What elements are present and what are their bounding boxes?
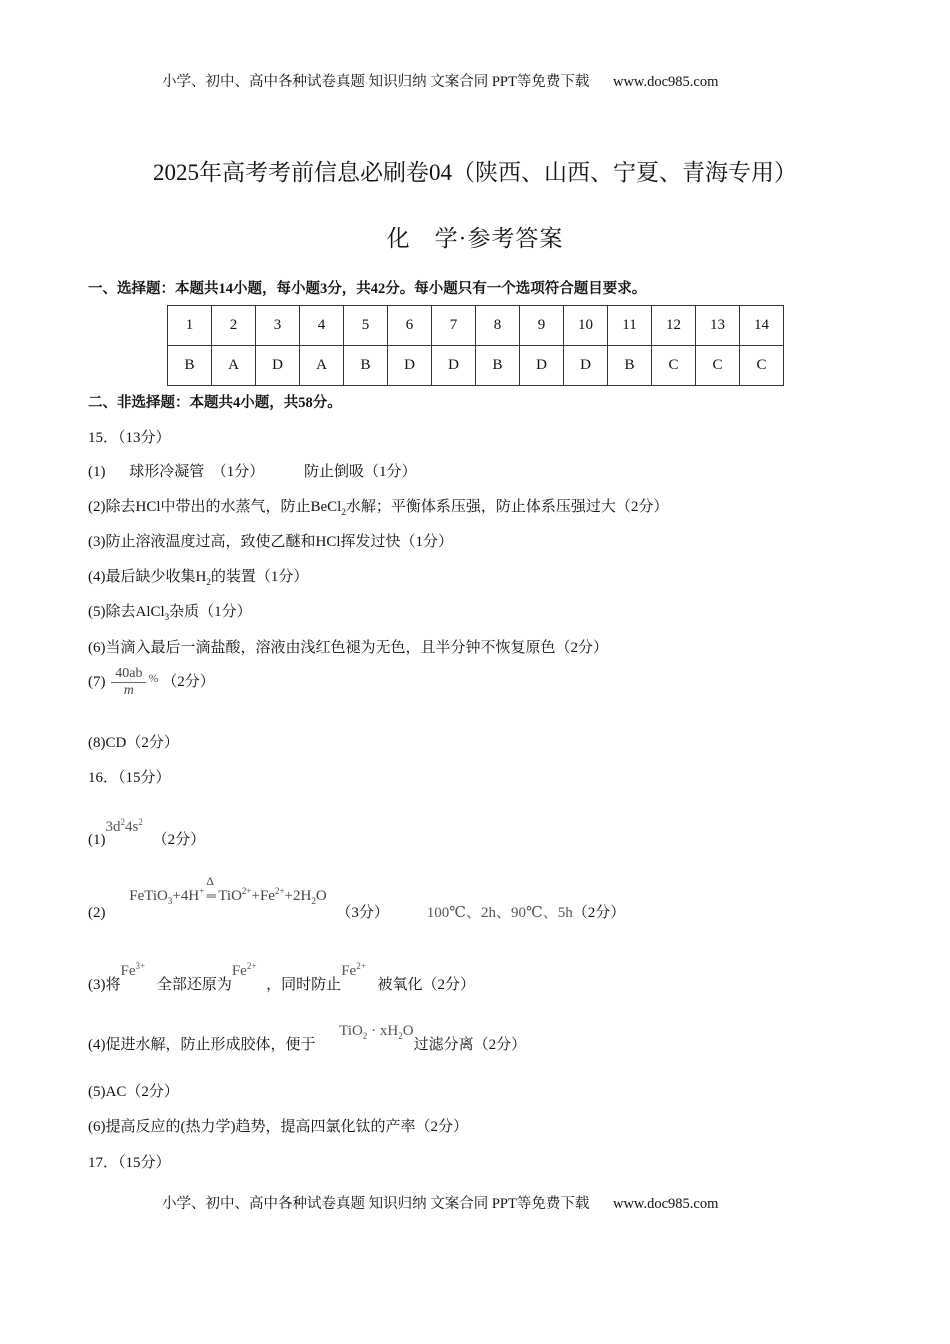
answer-number: (1) [88, 832, 106, 848]
table-cell: A [300, 346, 344, 386]
answer-number: (1) [88, 464, 106, 480]
table-cell: 10 [564, 306, 608, 346]
superscript: 2 [138, 817, 143, 827]
q16-answer-2 [88, 874, 626, 923]
table-cell: D [388, 346, 432, 386]
ion-fe3 [121, 963, 146, 979]
table-cell: C [740, 346, 784, 386]
page-header [162, 70, 718, 91]
config-part: 3d [105, 819, 121, 835]
section1-heading: 一、选择题：本题共14小题，每小题3分，共42分。每小题只有一个选项符合题目要求。 [88, 281, 647, 297]
table-cell: 4 [300, 306, 344, 346]
footer-url: www.doc985.com [612, 1196, 719, 1212]
document-subtitle: 化 学·参考答案 [386, 226, 564, 251]
fraction-denominator: m [123, 683, 134, 698]
subscript: 3 [167, 896, 173, 906]
subscript: 3 [164, 612, 170, 622]
table-cell: 14 [740, 306, 784, 346]
ion: Fe [231, 963, 247, 979]
answer-text: 球形冷凝管 （1分） [129, 464, 265, 480]
section2-heading: 二、非选择题：本题共4小题，共58分。 [88, 395, 342, 411]
subscript: 2 [341, 507, 346, 517]
score: （2分） [152, 832, 206, 848]
table-cell: 3 [256, 306, 300, 346]
table-cell: B [608, 346, 652, 386]
subscript: 2 [362, 1031, 368, 1041]
score: （2分） [162, 673, 215, 690]
superscript: 2+ [274, 886, 285, 896]
q16-label: 16．（15分） [88, 770, 171, 786]
q15-answer-4 [88, 565, 308, 587]
q15-label: 15．（13分） [88, 430, 171, 446]
answer-text: 水解；平衡体系压强，防止体系压强过大（2分） [345, 499, 669, 515]
answer-number: (2) [88, 905, 106, 921]
ion-fe2 [232, 963, 257, 979]
table-cell: D [520, 346, 564, 386]
q16-answer-5: (5)AC（2分） [88, 1084, 179, 1100]
q16-answer-1 [88, 817, 206, 849]
answer-text: (2)除去HCl中带出的水蒸气，防止BeCl [88, 499, 342, 515]
answer-text: 防止倒吸（1分） [304, 464, 417, 480]
document-title: 2025年高考考前信息必刷卷04（陕西、山西、宁夏、青海专用） [153, 160, 797, 185]
eq-term: O [315, 888, 327, 904]
q15-answer-6: (6)当滴入最后一滴盐酸，溶液由浅红色褪为无色，且半分钟不恢复原色（2分） [88, 640, 608, 656]
q15-answer-5 [88, 600, 252, 622]
answer-text: 全部还原为 [156, 977, 232, 993]
heat-condition: Δ ═ [206, 874, 216, 903]
table-cell: D [564, 346, 608, 386]
answer-text: 被氧化（2分） [377, 977, 476, 993]
superscript: 2+ [356, 961, 366, 971]
eq-term: TiO [218, 888, 242, 904]
delta-symbol: Δ [206, 874, 214, 888]
answer-text: 杂质（1分） [169, 604, 252, 620]
superscript: 2+ [246, 961, 257, 971]
ion-fe2 [341, 963, 366, 979]
table-cell: 9 [520, 306, 564, 346]
table-cell: 11 [608, 306, 652, 346]
score: （3分） [336, 905, 389, 921]
formula-part: TiO [339, 1023, 363, 1039]
answer-text: (4)最后缺少收集H [88, 569, 207, 585]
q17-label: 17．（15分） [88, 1155, 171, 1171]
ion: Fe [341, 963, 357, 979]
q15-answer-3: (3)防止溶液温度过高，致使乙醚和HCl挥发过快（1分） [88, 534, 453, 550]
footer-text: 小学、初中、高中各种试卷真题 知识归纳 文案合同 PPT等免费下载 [162, 1196, 590, 1212]
table-cell: 7 [432, 306, 476, 346]
chemical-equation [129, 874, 330, 906]
table-cell: D [432, 346, 476, 386]
q15-answer-7 [88, 666, 215, 699]
table-cell: B [168, 346, 212, 386]
answer-table-answers-row [168, 346, 784, 386]
answer-number: (7) [88, 673, 106, 690]
table-cell: B [344, 346, 388, 386]
table-cell: 6 [388, 306, 432, 346]
table-cell: B [476, 346, 520, 386]
q15-answer-2 [88, 495, 668, 517]
answer-table-numbers-row [168, 306, 784, 346]
table-cell: C [696, 346, 740, 386]
table-cell: 13 [696, 306, 740, 346]
answer-table [167, 305, 784, 386]
table-cell: C [652, 346, 696, 386]
answer-text: 过滤分离（2分） [413, 1037, 527, 1053]
superscript: 2 [120, 817, 125, 827]
answer-text: ，同时防止 [266, 977, 342, 993]
config-part: 4s [125, 819, 139, 835]
fraction [111, 666, 146, 699]
subscript: 2 [311, 896, 316, 906]
answer-text: 的装置（1分） [210, 569, 309, 585]
eq-term: +4H [172, 888, 200, 904]
formula-part: · xH [371, 1023, 399, 1039]
eq-term: +2H [284, 888, 312, 904]
table-cell: A [212, 346, 256, 386]
q15-answer-1 [88, 460, 417, 481]
eq-term: +Fe [251, 888, 275, 904]
table-cell: 12 [652, 306, 696, 346]
formula-tio2-xh2o [339, 1023, 413, 1039]
subscript: 2 [398, 1031, 403, 1041]
q16-answer-3 [88, 961, 476, 994]
table-cell: 5 [344, 306, 388, 346]
q16-answer-6: (6)提高反应的(热力学)趋势，提高四氯化钛的产率（2分） [88, 1119, 468, 1135]
header-text: 小学、初中、高中各种试卷真题 知识归纳 文案合同 PPT等免费下载 [162, 74, 590, 90]
ion: Fe [120, 963, 136, 979]
answer-text: (5)除去AlCl [88, 604, 165, 620]
answer-text: (3)将 [88, 977, 121, 993]
reaction-conditions: 100℃、2h、90℃、5h [426, 905, 573, 921]
percent-sign: % [148, 670, 159, 685]
table-cell: 1 [168, 306, 212, 346]
formula-part: O [402, 1023, 414, 1039]
answer-text: (4)促进水解，防止形成胶体，便于 [88, 1037, 316, 1053]
page-footer [162, 1192, 718, 1213]
table-cell: D [256, 346, 300, 386]
q16-answer-4 [88, 1023, 527, 1055]
superscript: 2+ [241, 886, 252, 896]
score: （2分） [572, 905, 626, 921]
electron-config [106, 819, 143, 835]
table-cell: 2 [212, 306, 256, 346]
q15-answer-8: (8)CD（2分） [88, 735, 179, 751]
superscript: + [199, 886, 205, 896]
table-cell: 8 [476, 306, 520, 346]
subscript: 2 [206, 577, 211, 587]
eq-term: FeTiO [129, 888, 168, 904]
header-url: www.doc985.com [612, 74, 719, 90]
fraction-numerator: 40ab [111, 666, 146, 683]
superscript: 3+ [135, 961, 146, 971]
